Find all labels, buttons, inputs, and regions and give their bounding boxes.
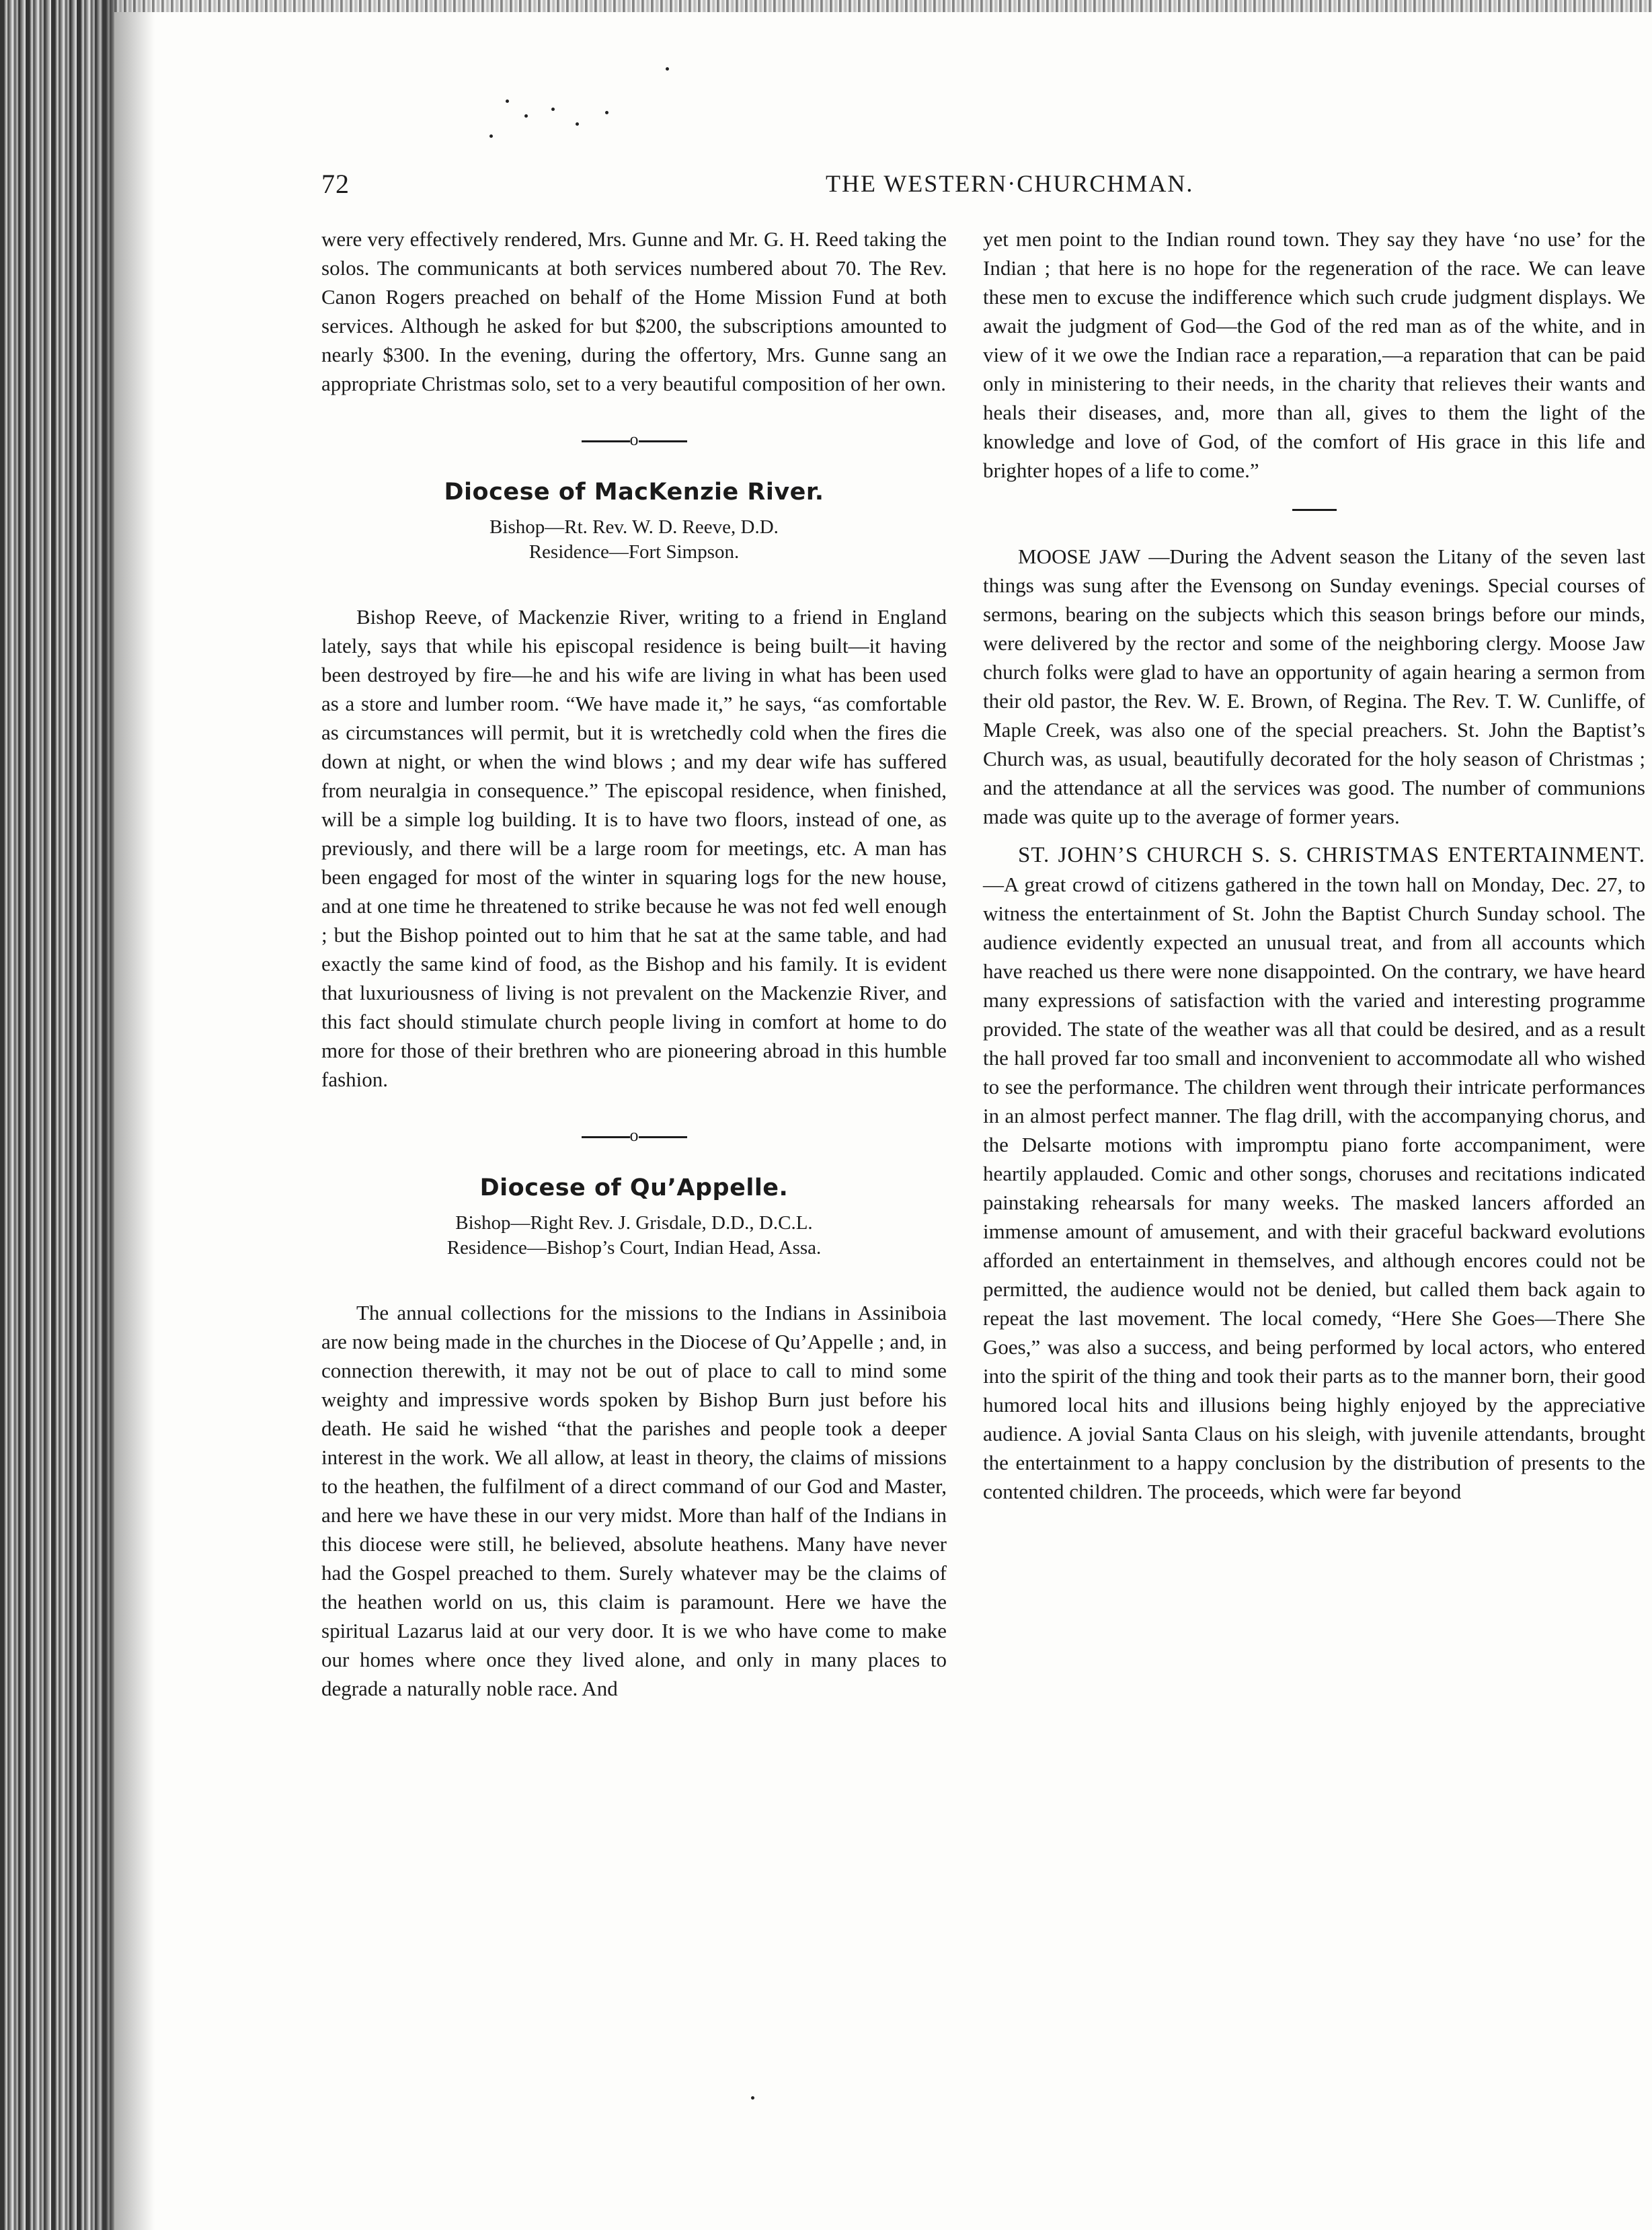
quappelle-article: The annual collections for the missions to the Indians in Assiniboia are now being made in the churches in the Diocese of Qu’Appelle ; and, in connection therewith, it may not be out of place to call to mind some weighty and impressive words spoken by Bishop Burn just before his death. He said he wished “that the parishes and people took a deeper interest in the work. We all allow, at least in theory, the claims of missions to the heathen, the fulfilment of a direct command of our God and Master, and here we have these in our very midst. More than half of the Indians in this diocese were still, he believed, absolute heathens. Many have never had the Gospel preached to them. Surely whatever may be the claims of the heathen world on us, this claim is paramount. Here we have the spiritual Lazarus laid at our very door. It is we who have come to make our homes where once they lived alone, and only in many places to degrade a naturally noble race. And [321, 1301, 947, 1700]
section-ornament [321, 1121, 947, 1150]
paragraph-continued: were very effectively rendered, Mrs. Gunne and Mr. G. H. Reed taking the solos. The communicants at both services numbered about 70. The Rev. Canon Rogers preached on behalf of the Home Mission Fund at both services. Although he asked for but $200, the subscriptions amounted to nearly $300. In the evening, during the offertory, Mrs. Gunne sang an appropriate Christmas solo, set to a very beautiful composition of her own. [321, 227, 947, 395]
scan-speck [524, 114, 528, 118]
scan-speck [489, 134, 493, 138]
mackenzie-meta [321, 515, 947, 565]
mackenzie-bishop: Bishop—Rt. Rev. W. D. Reeve, D.D. [489, 516, 779, 538]
moose-jaw-article: MOOSE JAW —During the Advent season the Litany of the seven last things was sung after the Evensong on Sunday evenings. Special courses of sermons, bearing on the subjects which this season brings before our minds, were delivered by the rector and some of the neighboring clergy. Moose Jaw church folks were glad to have an opportunity of again hearing a sermon from their old pastor, the Rev. W. E. Brown, of Regina. The Rev. T. W. Cunliffe, of Maple Creek, was also one of the special preachers. St. John the Baptist’s Church was, as usual, beautifully decorated for the holy season of Christmas ; and the attendance at all the services was good. The number of communions made was quite up to the average of former years. [983, 545, 1645, 828]
quappelle-residence: Residence—Bishop’s Court, Indian Head, Assa. [446, 1237, 822, 1259]
scan-speck [605, 111, 608, 114]
ornament-rule-left [582, 440, 630, 442]
scan-speck [666, 67, 669, 71]
section-divider [1292, 509, 1337, 511]
binding-edge [0, 0, 114, 2230]
scan-speck [506, 99, 509, 103]
ornament-rule-right [639, 440, 687, 442]
mackenzie-heading: Diocese of MacKenzie River. [444, 479, 824, 506]
st-johns-article [983, 840, 1645, 1506]
ornament-rule-right [639, 1136, 687, 1138]
binding-shadow [101, 0, 155, 2230]
st-johns-body: —A great crowd of citizens gathered in the town hall on Monday, Dec. 27, to witness the entertainment of St. John the Baptist Church Sunday school. The audience evidently expected an unusual treat, and from all accounts which have reached us there were none disappointed. On the contrary, we have heard many expressions of satisfaction with the varied and interesting programme provided. The state of the weather was all that could be desired, and as a result the hall proved far too small and inconvenient to accommodate all who wished to see the performance. The children went through their intricate performances in an almost perfect manner. The flag drill, with the accompanying chorus, and the Delsarte motions with impromptu piano forte accompaniment, were heartily applauded. Comic and other songs, choruses and recitations indicated painstaking rehearsals for many weeks. The masked lancers afforded an immense amount of amusement, and with their graceful backward evolutions afforded an entertainment in themselves, and although encores could not be permitted, the audience would not be denied, but called them back again to repeat the last movement. The local comedy, “Here She Goes—There She Goes,” was also a success, and being performed by local actors, who entered into the spirit of the thing and took their parts as to the manner born, their good humored local hits and illusions being highly enjoyed by the appreciative audience. A jovial Santa Claus on his sleigh, with juvenile attendants, brought the entertainment to a happy conclusion by the distribution of presents to the contented children. The proceeds, which were far beyond [983, 873, 1645, 1503]
top-scan-edge [114, 0, 1652, 12]
st-johns-heading: ST. JOHN’S CHURCH S. S. CHRISTMAS ENTERTAINMENT. [1018, 843, 1645, 867]
ornament-mark: o [629, 1125, 639, 1145]
quappelle-heading: Diocese of Qu’Appelle. [479, 1174, 789, 1201]
ornament-rule-left [582, 1136, 630, 1138]
right-column [983, 225, 1645, 1515]
left-column [321, 225, 947, 1712]
paragraph-continued-right: yet men point to the Indian round town. They say they have ‘no use’ for the Indian ; that here is no hope for the regeneration of the race. We can leave these men to excuse the indifference which such crude judgment displays. We await the judgment of God—the God of the red man as of the white, and in view of it we owe the Indian race a reparation,—a reparation that can be paid only in ministering to their needs, in the charity that relieves their wants and heals their diseases, and, more than all, gives to them the light of the knowledge and love of God, of the comfort of His grace in this life and brighter hopes of a life to come.” [983, 227, 1645, 482]
ornament-mark: o [629, 430, 639, 449]
mackenzie-residence: Residence—Fort Simpson. [528, 541, 740, 563]
quappelle-meta [321, 1211, 947, 1261]
scan-speck [751, 2096, 754, 2100]
mackenzie-article: Bishop Reeve, of Mackenzie River, writing to a friend in England lately, says that while his episcopal residence is being built—it having been destroyed by fire—he and his wife are living in what has been used as a store and lumber room. “We have made it,” he says, “as comfortable as circumstances will permit, but it is wretchedly cold when the fires die down at night, or when the wind blows ; and my dear wife has suffered from neuralgia in consequence.” The episcopal residence, when finished, will be a simple log building. It is to have two floors, instead of one, as previously, and there will be a large room for meetings, etc. A man has been engaged for most of the winter in squaring logs for the new house, and at one time he threatened to strike because he was not fed well enough ; but the Bishop pointed out to him that he sat at the same table, and had exactly the same kind of food, as the Bishop and his family. It is evident that luxuriousness of living is not prevalent on the Mackenzie River, and this fact should stimulate church people living in comfort at home to do more for those of their brethren who are pioneering abroad in this humble fashion. [321, 605, 947, 1091]
running-head: THE WESTERN·CHURCHMAN. [826, 170, 1194, 197]
page-number: 72 [321, 169, 350, 199]
scan-speck [576, 122, 579, 126]
quappelle-bishop: Bishop—Right Rev. J. Grisdale, D.D., D.C.L. [455, 1212, 813, 1234]
scan-speck [551, 108, 555, 111]
section-ornament [321, 425, 947, 454]
